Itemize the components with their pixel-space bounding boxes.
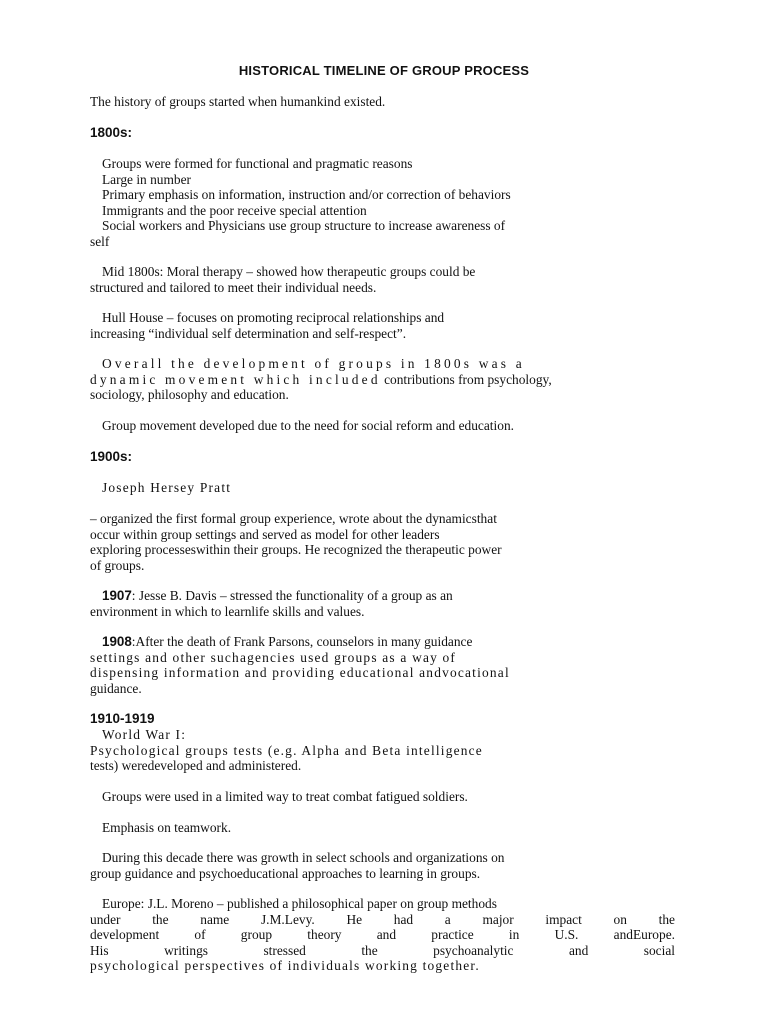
pratt-name: Joseph Hersey Pratt: [102, 480, 232, 495]
text-line: During this decade there was growth in select schools and organizations on: [102, 850, 505, 865]
text-line: psychological perspectives of individuals working together.: [90, 958, 480, 974]
year-1907: 1907: [102, 588, 132, 603]
list-item-continuation: self: [90, 234, 110, 249]
paragraph-decade: [90, 850, 675, 881]
text-line: : Jesse B. Davis – stressed the functionality of a group as an: [131, 588, 453, 603]
paragraph-ww1: [90, 727, 675, 774]
heading-1800s: 1800s:: [90, 125, 133, 140]
text-line: occur within group settings and served as model for other leaders: [90, 526, 440, 542]
paragraph-combat: Groups were used in a limited way to treat combat fatigued soldiers.: [102, 789, 468, 804]
text-line: contributions from psychology,: [384, 371, 552, 387]
text-line: Overall the development of groups in 1800s was a: [102, 356, 525, 371]
text-line: Hull House – focuses on promoting reciprocal relationships and: [102, 310, 445, 325]
text-line: under the name J.M.Levy. He had a major impact on the: [90, 911, 675, 927]
page-title: HISTORICAL TIMELINE OF GROUP PROCESS: [238, 63, 530, 78]
intro-paragraph: The history of groups started when humankind existed.: [90, 94, 386, 109]
list-item: Immigrants and the poor receive special attention: [102, 202, 367, 218]
text-line: sociology, philosophy and education.: [90, 387, 289, 403]
text-line: Europe: J.L. Moreno – published a philosophical paper on group methods: [102, 896, 497, 911]
text-line: dynamic movement which included: [90, 371, 381, 387]
list-1800s: [90, 156, 687, 234]
text-line: structured and tailored to meet their individual needs.: [90, 279, 377, 295]
text-line: His writings stressed the psychoanalytic and social: [90, 942, 675, 958]
text-line: Mid 1800s: Moral therapy – showed how therapeutic groups could be: [102, 264, 476, 279]
paragraph-group-movement: Group movement developed due to the need for social reform and education.: [102, 418, 514, 433]
text-line: increasing “individual self determination and self-respect”.: [90, 325, 407, 341]
list-item: Primary emphasis on information, instruction and/or correction of behaviors: [102, 187, 511, 203]
paragraph-hull-house: [90, 310, 675, 341]
year-1908: 1908: [102, 634, 132, 649]
text-line: dispensing information and providing educational andvocational: [90, 665, 510, 681]
text-line: :After the death of Frank Parsons, counselors in many guidance: [131, 634, 473, 649]
paragraph-teamwork: Emphasis on teamwork.: [102, 820, 232, 835]
text-line: – organized the first formal group experience, wrote about the dynamicsthat: [90, 511, 497, 526]
list-item: Large in number: [102, 171, 191, 187]
paragraph-1907: [90, 588, 675, 619]
heading-1900s: 1900s:: [90, 449, 133, 464]
text-line: Psychological groups tests (e.g. Alpha and Beta intelligence: [90, 742, 483, 758]
heading-1910-1919: 1910-1919: [90, 711, 155, 726]
paragraph-europe: [90, 896, 675, 974]
paragraph-pratt: [90, 511, 675, 573]
text-line: World War I:: [102, 727, 187, 742]
text-line: group guidance and psychoeducational approaches to learning in groups.: [90, 865, 481, 881]
text-line: environment in which to learnlife skills and values.: [90, 603, 365, 619]
text-line: tests) weredeveloped and administered.: [90, 758, 302, 774]
text-line: of groups.: [90, 557, 145, 573]
paragraph-1908: [90, 634, 675, 696]
list-item: Groups were formed for functional and pragmatic reasons: [102, 156, 413, 171]
text-line: guidance.: [90, 680, 142, 696]
text-line: settings and other suchagencies used groups as a way of: [90, 649, 457, 665]
text-line: development of group theory and practice in U.S. andEurope.: [90, 927, 675, 943]
paragraph-mid-1800s: [90, 264, 675, 295]
list-item: Social workers and Physicians use group structure to increase awareness of: [102, 218, 506, 234]
text-line: exploring processeswithin their groups. He recognized the therapeutic power: [90, 542, 502, 558]
paragraph-overall: [90, 356, 675, 403]
